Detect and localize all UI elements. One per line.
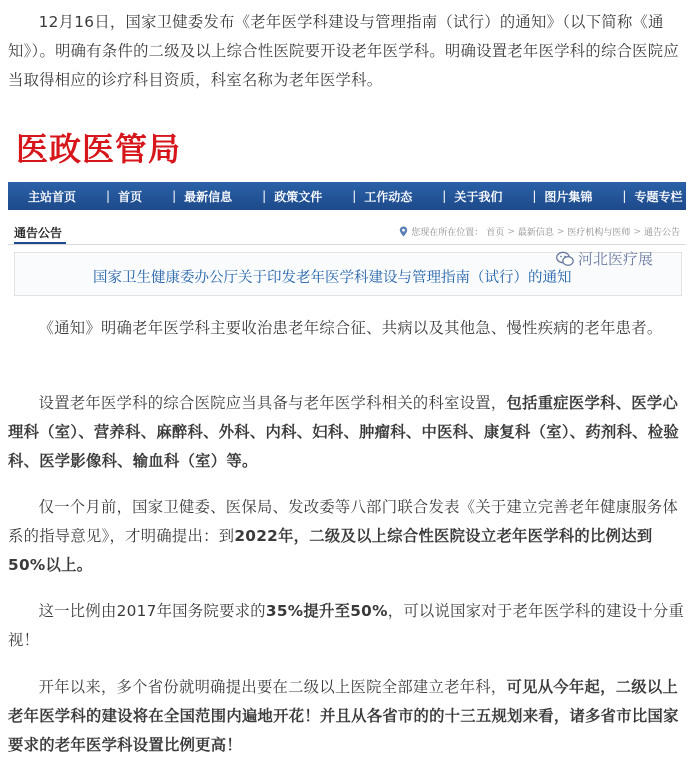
paragraph-ratio (8, 597, 686, 655)
intro-paragraph (8, 8, 686, 95)
section-label: 通告公告 (14, 226, 63, 240)
nav-special[interactable]: 专题专栏 (634, 189, 683, 204)
paragraph-guidance (8, 493, 686, 580)
paragraph-guidance-bold: 2022年，二级及以上综合性医院设立老年医学科的比例达到50%以上。 (8, 527, 653, 574)
nav-work[interactable]: 工作动态 (364, 189, 413, 204)
wechat-icon (556, 251, 574, 267)
nav-separator: | (262, 189, 267, 203)
paragraph-ratio-bold: 35%提升至50% (265, 602, 388, 620)
breadcrumb-item[interactable]: 首页 (486, 228, 505, 238)
paragraph-ratio-text: 这一比例由2017年国务院要求的 (38, 602, 266, 620)
section-bar (8, 218, 686, 245)
paragraph-provinces (8, 673, 686, 760)
notice-title[interactable]: 国家卫生健康委办公厅关于印发老年医学科建设与管理指南（试行）的通知 (93, 270, 572, 286)
site-navbar (8, 182, 686, 210)
paragraph-departments-text: 设置老年医学科的综合医院应当具备与老年医学科相关的科室设置， (38, 394, 507, 412)
paragraph-scope (8, 314, 686, 343)
paragraph-provinces-text: 开年以来，多个省份就明确提出要在二级以上医院全部建立老年科， (38, 678, 507, 696)
nav-home-main[interactable]: 主站首页 (28, 189, 77, 204)
nav-separator: | (622, 189, 627, 203)
breadcrumb-prefix: 您现在所在位置： (411, 228, 484, 238)
nav-home[interactable]: 首页 (118, 189, 143, 204)
breadcrumb-separator: > (507, 226, 515, 237)
breadcrumb-separator: > (556, 226, 565, 237)
breadcrumb (399, 225, 680, 238)
location-pin-icon (399, 226, 408, 237)
paragraph-departments (8, 389, 686, 476)
watermark (556, 248, 653, 269)
breadcrumb-item[interactable]: 通告公告 (643, 228, 680, 238)
breadcrumb-item[interactable]: 最新信息 (517, 228, 554, 238)
paragraph-scope-text: 《通知》明确老年医学科主要收治患老年综合征、共病以及其他急、慢性疾病的老年患者。 (38, 319, 663, 337)
paragraph-provinces-bold: 可见从今年起，二级以上老年医学科的建设将在全国范围内遍地开花！并且从各省市的的十三五规划来看，诸多省市比国家要求的老年医学科设置比例更高！ (8, 678, 679, 754)
nav-separator: | (352, 189, 357, 203)
nav-separator: | (442, 189, 447, 203)
paragraph-ratio-text-end: ，可以说国家对于老年医学科的建设十分重视！ (8, 602, 685, 649)
breadcrumb-separator: > (633, 226, 641, 237)
nav-about[interactable]: 关于我们 (454, 189, 503, 204)
watermark-text: 河北医疗展 (578, 250, 654, 268)
nav-separator: | (106, 189, 111, 203)
nav-policy[interactable]: 政策文件 (274, 189, 323, 204)
breadcrumb-item[interactable]: 医疗机构与医师 (567, 228, 631, 238)
nav-latest[interactable]: 最新信息 (184, 189, 233, 204)
embedded-website-screenshot (8, 112, 686, 298)
paragraph-departments-bold: 包括重症医学科、医学心理科（室）、营养科、麻醉科、外科、内科、妇科、肿瘤科、中医科、康复科（室）、药剂科、检验科、医学影像科、输血科（室）等。 (8, 394, 679, 470)
section-underline (14, 242, 66, 244)
nav-separator: | (172, 189, 177, 203)
nav-separator: | (532, 189, 537, 203)
nav-gallery[interactable]: 图片集锦 (544, 189, 593, 204)
site-logo: 医政医管局 (16, 130, 182, 168)
paragraph-guidance-text: 仅一个月前，国家卫健委、医保局、发改委等八部门联合发表《关于建立完善老年健康服务体系的指导意见》，才明确提出：到 (8, 498, 679, 545)
intro-text: 12月16日，国家卫健委发布《老年医学科建设与管理指南（试行）的通知》（以下简称《通知》）。明确有条件的二级及以上综合性医院要开设老年医学科。明确设置老年医学科的综合医院应当取得相应的诊疗科目资质，科室名称为老年医学科。 (8, 13, 679, 89)
